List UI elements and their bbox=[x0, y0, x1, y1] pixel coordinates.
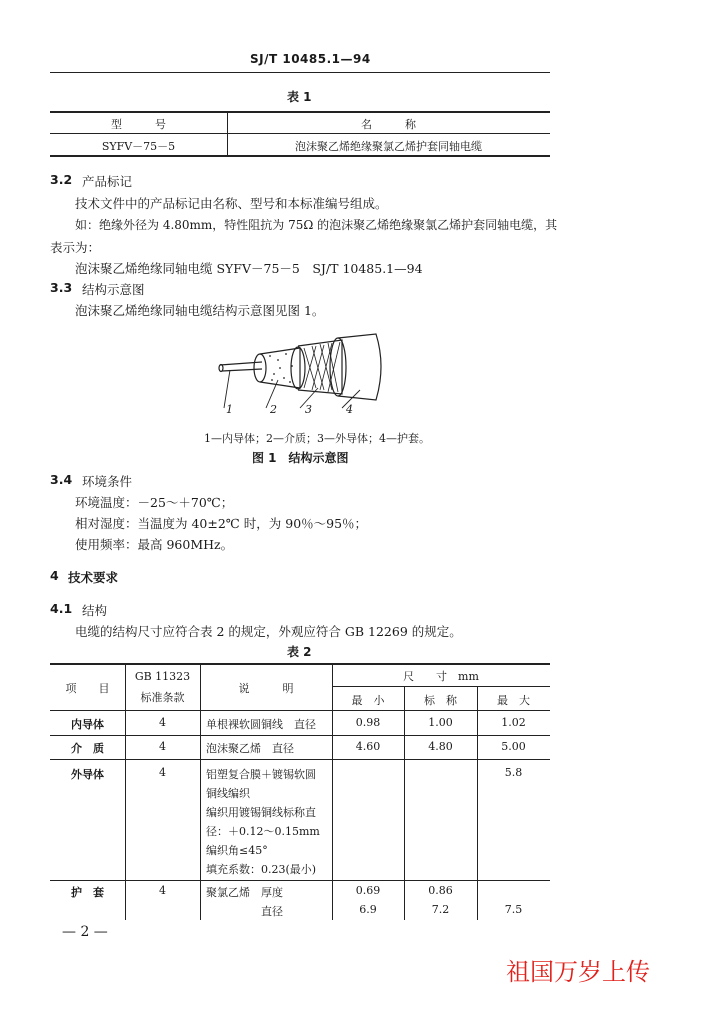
table2-row-nom: 4.80 bbox=[428, 740, 453, 753]
table2-row-min: 4.60 bbox=[355, 740, 381, 753]
upload-watermark: 祖国万岁上传 bbox=[506, 958, 650, 986]
section-4-1-line1: 电缆的结构尺寸应符合表 2 的规定，外观应符合 GB 12269 的规定。 bbox=[75, 624, 462, 639]
table2-row-nom: 1.00 bbox=[428, 716, 453, 729]
section-3-2-line1: 技术文件中的产品标记由名称、型号和本标准编号组成。 bbox=[75, 196, 388, 211]
table2-header-desc: 说 明 bbox=[238, 682, 294, 695]
figure-caption: 图 1 结构示意图 bbox=[252, 451, 349, 465]
table2-row-desc: 铝塑复合膜＋镀锡软圆 bbox=[206, 768, 316, 781]
table1-cell-model: SYFV－75－5 bbox=[101, 140, 176, 153]
table2-row-clause: 4 bbox=[159, 766, 166, 779]
table2-row-nom: 0.86 bbox=[428, 884, 453, 897]
section-3-2-line4: 泡沫聚乙烯绝缘同轴电缆 SYFV－75－5 SJ/T 10485.1—94 bbox=[75, 261, 423, 276]
section-3-4-line1: 环境温度：－25～＋70℃； bbox=[75, 495, 234, 510]
section-4-1-number: 4.1 bbox=[50, 601, 73, 616]
section-4-number: 4 bbox=[50, 568, 59, 583]
table2-title: 表 2 bbox=[287, 645, 312, 659]
section-4-1-heading: 结构 bbox=[82, 603, 108, 618]
table2-row-item: 护 套 bbox=[71, 886, 104, 899]
section-3-4-number: 3.4 bbox=[50, 472, 73, 487]
section-3-4-line3: 使用频率：最高 960MHz。 bbox=[75, 537, 234, 552]
figure-label-2: 2 bbox=[270, 403, 277, 416]
figure-label-4: 4 bbox=[346, 403, 353, 416]
section-3-3-line1: 泡沫聚乙烯绝缘同轴电缆结构示意图见图 1。 bbox=[75, 303, 325, 318]
section-3-2-number: 3.2 bbox=[50, 172, 73, 187]
table1-title: 表 1 bbox=[287, 90, 312, 104]
table2-row-desc: 填充系数：0.23(最小) bbox=[206, 863, 317, 876]
section-3-2-line3: 表示为： bbox=[50, 240, 101, 255]
table2-row-desc: 编织用镀锡铜线标称直 bbox=[206, 806, 316, 819]
table2-row-min: 6.9 bbox=[359, 903, 377, 916]
table2-row-clause: 4 bbox=[159, 740, 166, 753]
table2-row-clause: 4 bbox=[159, 884, 166, 897]
section-3-4-line2: 相对湿度：当温度为 40±2℃ 时，为 90％～95％； bbox=[75, 516, 368, 531]
table2-row-clause: 4 bbox=[159, 716, 166, 729]
standard-number: SJ/T 10485.1—94 bbox=[250, 52, 371, 66]
table2-header-item: 项 目 bbox=[65, 682, 110, 695]
table2-row-min: 0.69 bbox=[355, 884, 381, 897]
page-number: — 2 — bbox=[62, 924, 108, 940]
table2-row-nom: 7.2 bbox=[431, 903, 450, 916]
table2-row-desc: 聚氯乙烯 厚度 bbox=[206, 886, 283, 899]
section-3-3-heading: 结构示意图 bbox=[82, 282, 145, 297]
table2-row-max: 5.8 bbox=[504, 766, 523, 779]
table2-row-desc: 单根裸软圆铜线 直径 bbox=[206, 718, 316, 731]
section-3-4-heading: 环境条件 bbox=[82, 474, 133, 489]
figure-label-3: 3 bbox=[305, 403, 312, 416]
table2-row-desc: 铜线编织 bbox=[206, 787, 250, 800]
table2-row-desc: 直径 bbox=[206, 905, 283, 918]
table2-row-desc: 径：＋0.12～0.15mm bbox=[206, 825, 320, 838]
table2-row-item: 介 质 bbox=[71, 742, 104, 755]
table2-header-min: 最 小 bbox=[351, 694, 385, 707]
table2-row-max: 5.00 bbox=[501, 740, 526, 753]
table2-header-max: 最 大 bbox=[497, 694, 530, 707]
table2-header-size: 尺 寸 mm bbox=[403, 670, 479, 683]
table2-row-max: 7.5 bbox=[504, 903, 523, 916]
section-3-3-number: 3.3 bbox=[50, 280, 73, 295]
table2-header-clause-2: 标准条款 bbox=[140, 691, 185, 704]
table1-header-model: 型 号 bbox=[111, 118, 166, 131]
header-rule bbox=[50, 72, 550, 73]
table2-row-item: 内导体 bbox=[71, 718, 104, 731]
table1-cell-name: 泡沫聚乙烯绝缘聚氯乙烯护套同轴电缆 bbox=[295, 140, 482, 153]
figure-legend: 1—内导体；2—介质；3—外导体；4—护套。 bbox=[204, 432, 430, 445]
section-3-2-heading: 产品标记 bbox=[82, 174, 133, 189]
table2-row-min: 0.98 bbox=[355, 716, 381, 729]
section-4-heading: 技术要求 bbox=[68, 570, 119, 585]
section-3-2-line2: 如：绝缘外径为 4.80mm，特性阻抗为 75Ω 的泡沫聚乙烯绝缘聚氯乙烯护套同轴电缆，其 bbox=[75, 218, 558, 232]
figure-label-1: 1 bbox=[226, 403, 233, 416]
table2-row-max: 1.02 bbox=[501, 716, 526, 729]
table2-row-item: 外导体 bbox=[71, 768, 104, 781]
table2-header-nom: 标 称 bbox=[424, 694, 457, 707]
table1-header-name: 名 称 bbox=[361, 118, 416, 131]
table2-header-clause-1: GB 11323 bbox=[134, 670, 191, 683]
table2-row-desc: 编织角≤45° bbox=[206, 844, 268, 857]
table2-row-desc: 泡沫聚乙烯 直径 bbox=[206, 742, 294, 755]
